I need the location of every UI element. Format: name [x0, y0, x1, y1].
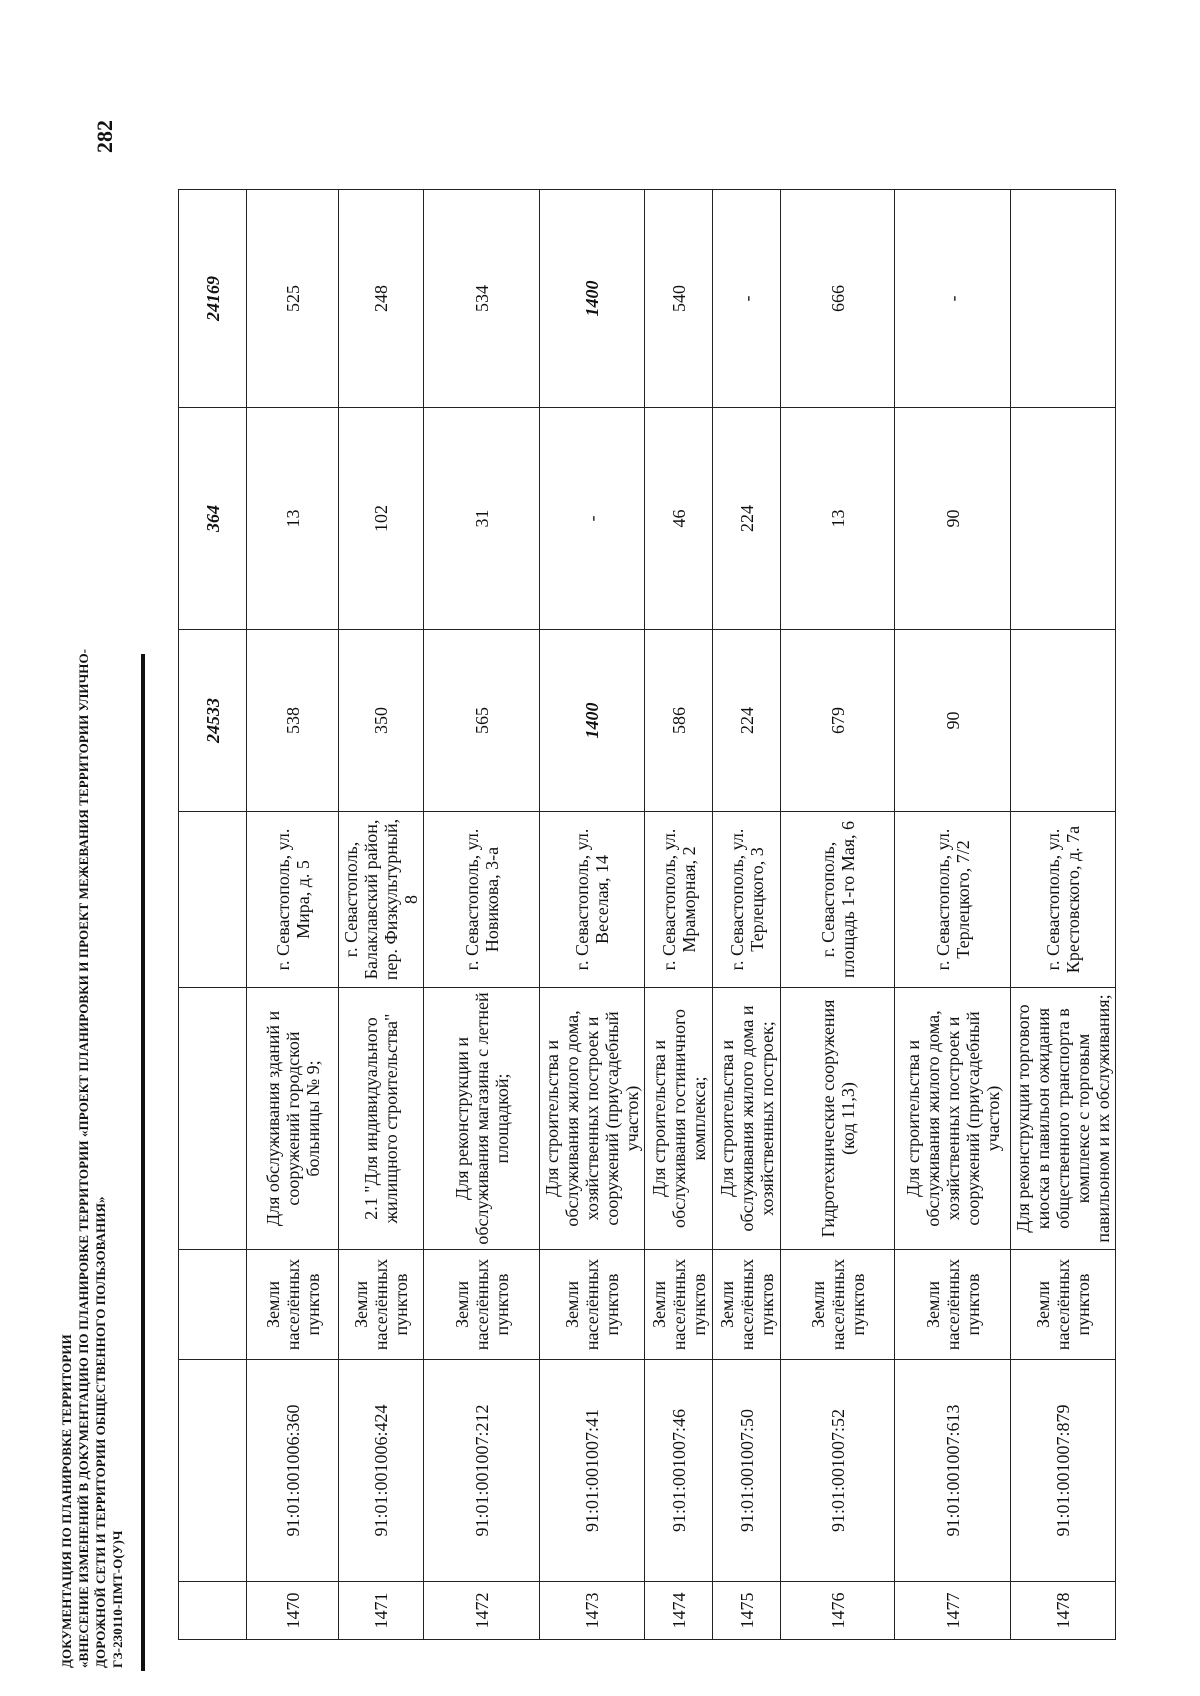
row-number: 1474 — [645, 1582, 713, 1640]
value3: 525 — [247, 190, 339, 408]
header-line: «ВНЕСЕНИЕ ИЗМЕНЕНИЙ В ДОКУМЕНТАЦИЮ ПО ПЛАНИРОВКЕ ТЕРРИТОРИИ «ПРОЕКТ ПЛАНИРОВКИ И ПРОЕКТ МЕЖЕВАНИЯ ТЕРРИТОРИИ УЛИЧНО- — [76, 648, 91, 1668]
cadastral-number: 91:01:001007:613 — [895, 1360, 1011, 1582]
area: 90 — [895, 630, 1011, 812]
table-row — [1011, 190, 1116, 1640]
value3: 248 — [339, 190, 424, 408]
table-cell — [179, 812, 247, 988]
value2: 13 — [247, 408, 339, 630]
value2: 224 — [713, 408, 781, 630]
value2: 102 — [339, 408, 424, 630]
value3: 1400 — [540, 190, 645, 408]
table-row — [540, 190, 645, 1640]
area: 538 — [247, 630, 339, 812]
permitted-use: Для реконструкции и обслуживания магазина с летней площадкой; — [424, 988, 540, 1250]
cadastral-number: 91:01:001007:46 — [645, 1360, 713, 1582]
header-line: ДОРОЖНОЙ СЕТИ И ТЕРРИТОРИИ ОБЩЕСТВЕННОГО ПОЛЬЗОВАНИЯ» — [93, 1196, 108, 1668]
land-category: Земли населённых пунктов — [247, 1250, 339, 1360]
value3: - — [895, 190, 1011, 408]
permitted-use: Для обслуживания зданий и сооружений городской больницы № 9; — [247, 988, 339, 1250]
header-rule — [141, 654, 145, 1671]
row-number: 1478 — [1011, 1582, 1116, 1640]
permitted-use: 2.1 "Для индивидуального жилищного строительства" — [339, 988, 424, 1250]
row-number: 1471 — [339, 1582, 424, 1640]
row-number: 1472 — [424, 1582, 540, 1640]
summary-value3: 24169 — [179, 190, 247, 408]
cadastral-number: 91:01:001007:879 — [1011, 1360, 1116, 1582]
cadastral-number: 91:01:001006:360 — [247, 1360, 339, 1582]
summary-area: 24533 — [179, 630, 247, 812]
land-category: Земли населённых пунктов — [540, 1250, 645, 1360]
land-category: Земли населённых пунктов — [781, 1250, 895, 1360]
value2: 31 — [424, 408, 540, 630]
document-header — [58, 68, 126, 1668]
row-number: 1473 — [540, 1582, 645, 1640]
value2: 46 — [645, 408, 713, 630]
address: г. Севастополь, площадь 1-го Мая, 6 — [781, 812, 895, 988]
area: 224 — [713, 630, 781, 812]
table-row — [713, 190, 781, 1640]
value2: 13 — [781, 408, 895, 630]
table-cell — [179, 1360, 247, 1582]
area: 565 — [424, 630, 540, 812]
address: г. Севастополь, Балаклавский район, пер. Физкультурный, 8 — [339, 812, 424, 988]
address: г. Севастополь, ул. Новикова, 3-а — [424, 812, 540, 988]
land-plots-table — [178, 189, 1116, 1640]
row-number: 1475 — [713, 1582, 781, 1640]
value3: 666 — [781, 190, 895, 408]
table-cell — [179, 988, 247, 1250]
row-number: 1476 — [781, 1582, 895, 1640]
table-cell — [179, 1250, 247, 1360]
address: г. Севастополь, ул. Мира, д. 5 — [247, 812, 339, 988]
row-number: 1477 — [895, 1582, 1011, 1640]
land-category: Земли населённых пунктов — [895, 1250, 1011, 1360]
table-cell — [179, 1582, 247, 1640]
value3: 534 — [424, 190, 540, 408]
permitted-use: Для строительства и обслуживания жилого дома, хозяйственных построек и сооружений (приусадебный участок) — [895, 988, 1011, 1250]
cadastral-number: 91:01:001007:52 — [781, 1360, 895, 1582]
row-number: 1470 — [247, 1582, 339, 1640]
area: 1400 — [540, 630, 645, 812]
table-row — [339, 190, 424, 1640]
area — [1011, 630, 1116, 812]
page-number: 282 — [92, 120, 117, 153]
permitted-use: Для строительства и обслуживания жилого дома и хозяйственных построек; — [713, 988, 781, 1250]
header-line: ГЗ-230110-ПМТ-О(У)Ч — [110, 1530, 125, 1668]
table-row — [645, 190, 713, 1640]
value2: - — [540, 408, 645, 630]
address: г. Севастополь, ул. Веселая, 14 — [540, 812, 645, 988]
summary-value2: 364 — [179, 408, 247, 630]
address: г. Севастополь, ул. Терлецкого, 3 — [713, 812, 781, 988]
table-row — [247, 190, 339, 1640]
cadastral-number: 91:01:001007:50 — [713, 1360, 781, 1582]
cadastral-number: 91:01:001007:212 — [424, 1360, 540, 1582]
permitted-use: Для реконструкции торгового киоска в павильон ожидания общественного транспорта в комплексе с торговым павильоном и их обслуживания; — [1011, 988, 1116, 1250]
table-row — [895, 190, 1011, 1640]
table-row — [781, 190, 895, 1640]
address: г. Севастополь, ул. Мраморная, 2 — [645, 812, 713, 988]
value2 — [1011, 408, 1116, 630]
area: 679 — [781, 630, 895, 812]
land-category: Земли населённых пунктов — [645, 1250, 713, 1360]
value2: 90 — [895, 408, 1011, 630]
table-row — [424, 190, 540, 1640]
summary-row — [179, 190, 247, 1640]
permitted-use: Гидротехнические сооружения (код 11,3) — [781, 988, 895, 1250]
area: 350 — [339, 630, 424, 812]
land-category: Земли населённых пунктов — [339, 1250, 424, 1360]
value3: 540 — [645, 190, 713, 408]
cadastral-number: 91:01:001007:41 — [540, 1360, 645, 1582]
land-category: Земли населённых пунктов — [424, 1250, 540, 1360]
value3: - — [713, 190, 781, 408]
area: 586 — [645, 630, 713, 812]
permitted-use: Для строительства и обслуживания жилого дома, хозяйственных построек и сооружений (приусадебный участок) — [540, 988, 645, 1250]
address: г. Севастополь, ул. Крестовского, д. 7а — [1011, 812, 1116, 988]
value3 — [1011, 190, 1116, 408]
header-line: ДОКУМЕНТАЦИЯ ПО ПЛАНИРОВКЕ ТЕРРИТОРИИ — [59, 1334, 74, 1668]
permitted-use: Для строительства и обслуживания гостиничного комплекса; — [645, 988, 713, 1250]
land-category: Земли населённых пунктов — [713, 1250, 781, 1360]
address: г. Севастополь, ул. Терлецкого, 7/2 — [895, 812, 1011, 988]
cadastral-number: 91:01:001006:424 — [339, 1360, 424, 1582]
land-category: Земли населённых пунктов — [1011, 1250, 1116, 1360]
